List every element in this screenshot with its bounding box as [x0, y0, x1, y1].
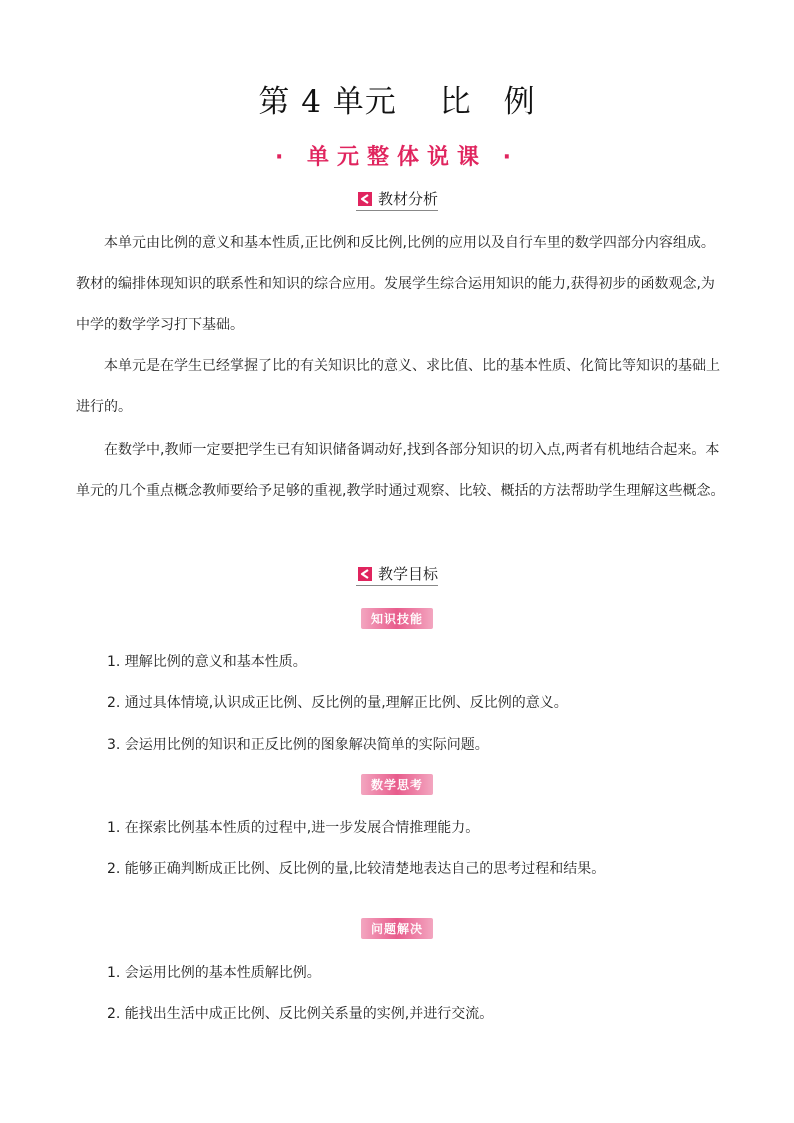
badge-math-thinking-wrap	[0, 774, 794, 795]
section-label: 教材分析	[377, 190, 438, 208]
paragraph-1: 本单元由比例的意义和基本性质,正比例和反比例,比例的应用以及自行车里的数学四部分内容组成。教材的编排体现知识的联系性和知识的综合应用。发展学生综合运用知识的能力,获得初步的函数观念,为中学的数学学习打下基础。	[76, 235, 715, 333]
section-label: 教学目标	[377, 565, 438, 583]
badge-problem-solving: 问题解决	[361, 918, 433, 939]
badge-math-thinking: 数学思考	[361, 774, 433, 795]
page-subtitle: · 单元整体说课 ·	[274, 145, 520, 170]
goal-item: 3. 会运用比例的知识和正反比例的图象解决简单的实际问题。	[107, 737, 489, 753]
goal-item: 1. 会运用比例的基本性质解比例。	[107, 965, 321, 981]
paragraph-2: 本单元是在学生已经掌握了比的有关知识比的意义、求比值、比的基本性质、化简比等知识的基础上进行的。	[76, 358, 720, 415]
section-underline	[356, 210, 438, 211]
badge-knowledge-skills-wrap	[0, 608, 794, 629]
goal-item: 1. 在探索比例基本性质的过程中,进一步发展合情推理能力。	[107, 820, 480, 836]
section-underline	[356, 585, 438, 586]
goal-item: 2. 通过具体情境,认识成正比例、反比例的量,理解正比例、反比例的意义。	[107, 695, 568, 711]
paragraph-3: 在数学中,教师一定要把学生已有知识储备调动好,找到各部分知识的切入点,两者有机地结合起来。本单元的几个重点概念教师要给予足够的重视,教学时通过观察、比较、概括的方法帮助学生理解这些概念。	[76, 442, 725, 499]
goal-item: 2. 能找出生活中成正比例、反比例关系量的实例,并进行交流。	[107, 1006, 494, 1022]
section-heading-analysis	[0, 188, 794, 214]
goal-item: 1. 理解比例的意义和基本性质。	[107, 654, 307, 670]
section-tag-icon	[356, 190, 374, 208]
page-title: 第 4 单元 比 例	[258, 84, 536, 120]
badge-knowledge-skills: 知识技能	[361, 608, 433, 629]
section-heading-goals	[0, 563, 794, 589]
badge-problem-solving-wrap	[0, 918, 794, 939]
section-tag-icon	[356, 565, 374, 583]
goal-item: 2. 能够正确判断成正比例、反比例的量,比较清楚地表达自己的思考过程和结果。	[107, 861, 606, 877]
